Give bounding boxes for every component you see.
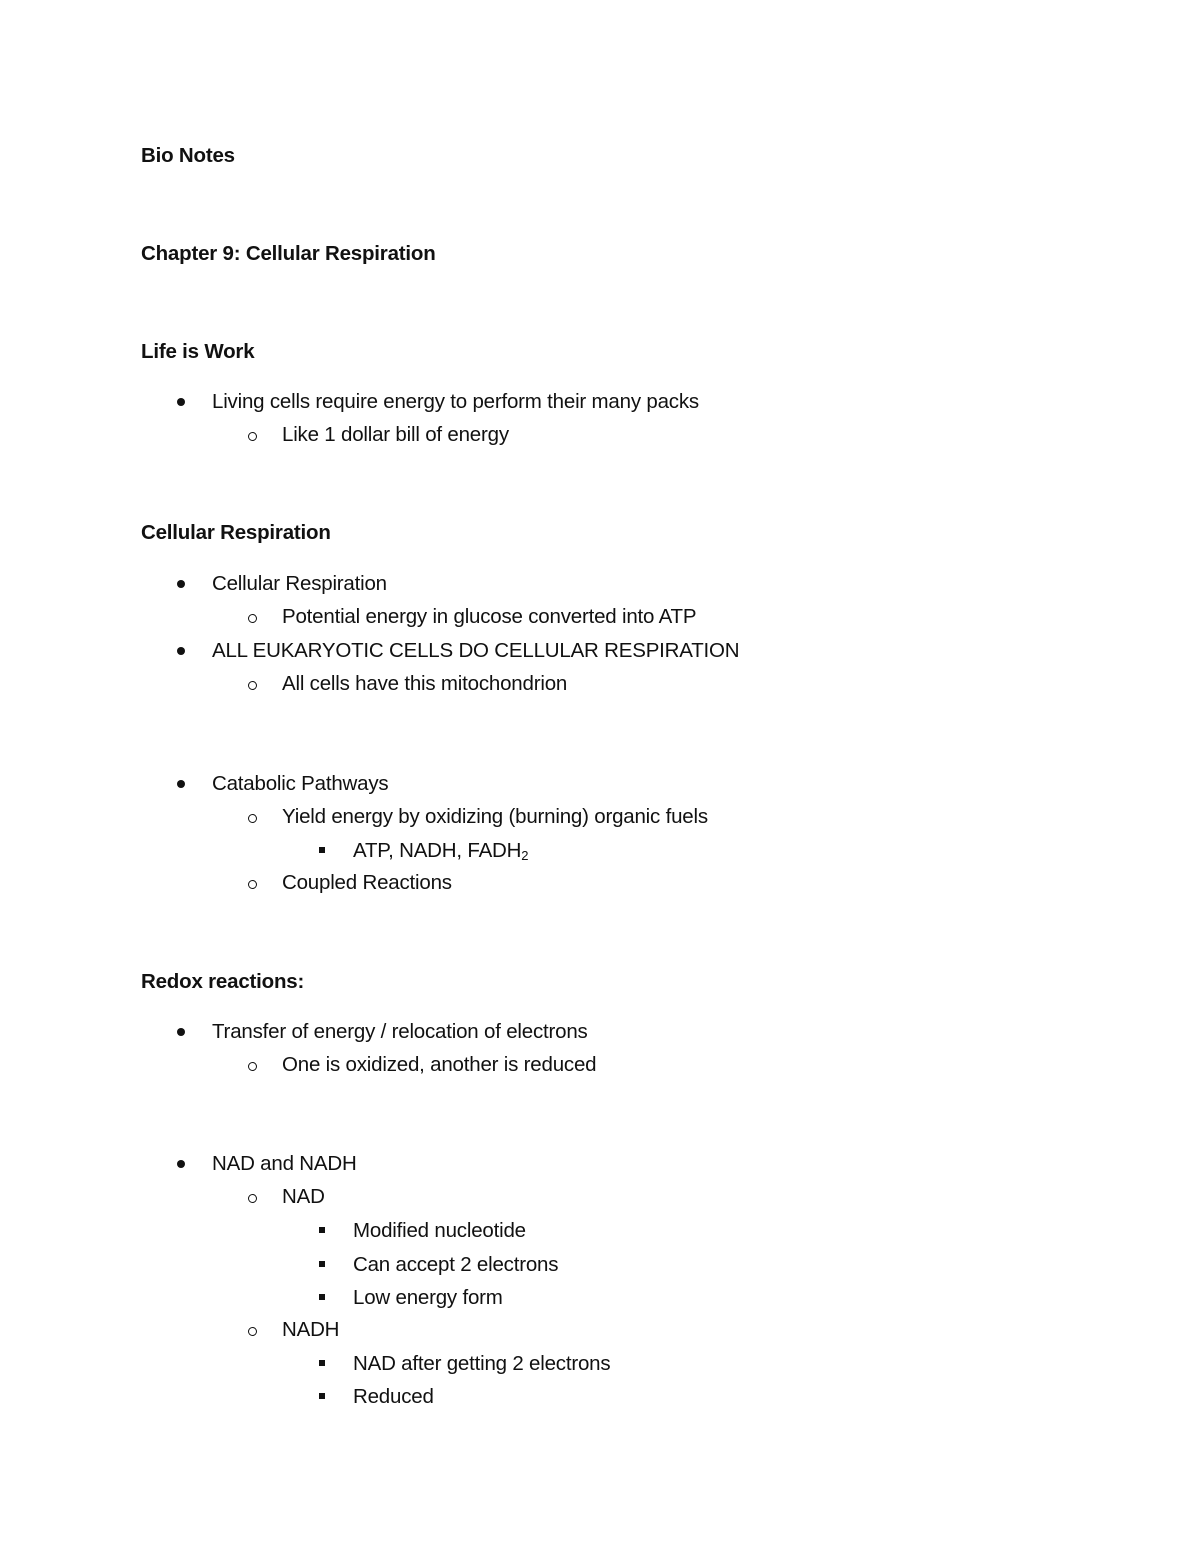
list-item: All cells have this mitochondrion — [282, 672, 568, 695]
list-item: NADH — [282, 1318, 340, 1341]
list-item: Low energy form — [353, 1286, 503, 1309]
list-item: Like 1 dollar bill of energy — [282, 423, 509, 446]
list-item: NAD — [282, 1185, 325, 1208]
bullet-circle — [248, 614, 257, 623]
list-item: Transfer of energy / relocation of electrons — [212, 1020, 588, 1043]
bullet-circle — [248, 880, 257, 889]
bullet-square — [319, 847, 325, 853]
bullet-dot — [177, 580, 185, 588]
bullet-circle — [248, 432, 257, 441]
list-item: ALL EUKARYOTIC CELLS DO CELLULAR RESPIRATION — [212, 639, 740, 662]
section-heading-redox: Redox reactions: — [141, 970, 305, 993]
bullet-circle — [248, 1327, 257, 1336]
bullet-dot — [177, 647, 185, 655]
list-item: Modified nucleotide — [353, 1219, 526, 1242]
bullet-square — [319, 1294, 325, 1300]
bullet-square — [319, 1227, 325, 1233]
list-item: One is oxidized, another is reduced — [282, 1053, 597, 1076]
list-item — [353, 838, 528, 869]
list-item: Living cells require energy to perform their many packs — [212, 390, 699, 413]
list-item-text: ATP, NADH, FADH — [353, 839, 522, 862]
chapter-heading: Chapter 9: Cellular Respiration — [141, 242, 436, 265]
bullet-dot — [177, 1028, 185, 1036]
list-item: Can accept 2 electrons — [353, 1253, 559, 1276]
bullet-dot — [177, 398, 185, 406]
list-item: Cellular Respiration — [212, 572, 387, 595]
bullet-circle — [248, 814, 257, 823]
list-item: Reduced — [353, 1385, 434, 1408]
list-item: NAD after getting 2 electrons — [353, 1352, 611, 1375]
list-item: Coupled Reactions — [282, 871, 452, 894]
bullet-square — [319, 1261, 325, 1267]
bullet-circle — [248, 1194, 257, 1203]
list-item: NAD and NADH — [212, 1152, 357, 1175]
list-item: Potential energy in glucose converted into ATP — [282, 605, 697, 628]
doc-title: Bio Notes — [141, 144, 235, 167]
bullet-square — [319, 1393, 325, 1399]
bullet-dot — [177, 780, 185, 788]
bullet-circle — [248, 681, 257, 690]
section-heading-cellular-respiration: Cellular Respiration — [141, 521, 331, 544]
bullet-dot — [177, 1160, 185, 1168]
bullet-square — [319, 1360, 325, 1366]
subscript: 2 — [521, 848, 529, 863]
list-item: Yield energy by oxidizing (burning) organic fuels — [282, 805, 708, 828]
section-heading-life-is-work: Life is Work — [141, 340, 255, 363]
bullet-circle — [248, 1062, 257, 1071]
list-item: Catabolic Pathways — [212, 772, 389, 795]
